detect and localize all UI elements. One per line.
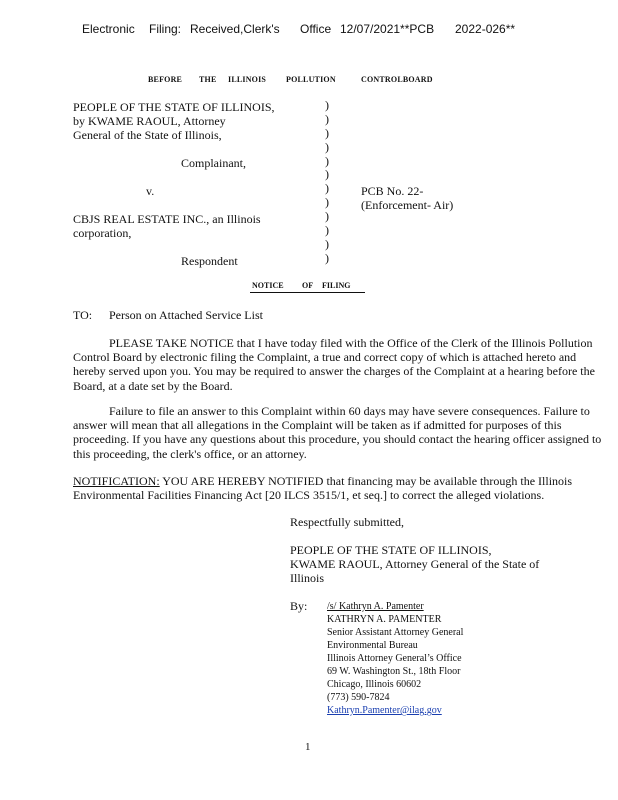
- header-case-code: 2022-026**: [455, 22, 516, 36]
- board-pollution: POLLUTION: [286, 75, 336, 84]
- caption-paren: ): [325, 125, 329, 140]
- defendant-line-1: CBJS REAL ESTATE INC., an Illinois: [73, 212, 261, 226]
- attorney-title: Senior Assistant Attorney General: [327, 627, 464, 638]
- header-filing: Filing:: [149, 22, 182, 36]
- caption-paren: ): [325, 223, 329, 238]
- address-line-2: Chicago, Illinois 60602: [327, 679, 422, 690]
- notification-label: NOTIFICATION:: [73, 474, 160, 488]
- board-illinois: ILLINOIS: [228, 75, 267, 84]
- address-line-1: 69 W. Washington St., 18th Floor: [327, 666, 461, 677]
- header-received: Received,Clerk's: [190, 22, 280, 36]
- email-link[interactable]: Kathryn.Pamenter@ilag.gov: [327, 705, 442, 716]
- electronic-signature: /s/ Kathryn A. Pamenter: [327, 601, 424, 612]
- caption-paren: ): [325, 250, 329, 265]
- people-line-2: KWAME RAOUL, Attorney General of the State of: [290, 557, 540, 571]
- board-before: BEFORE: [148, 75, 183, 84]
- caption-paren: ): [325, 98, 329, 112]
- people-line-1: PEOPLE OF THE STATE OF ILLINOIS,: [290, 543, 492, 557]
- failure-paragraph: Failure to file an answer to this Complaint within 60 days may have severe consequences. Failure to answer will mean that all allegations in the Complaint will be taken as if admitted for purposes of this proceeding. If you have any questions about this procedure, you should contact the hearing officer assigned to this proceeding, the clerk's office, or an attorney.: [73, 404, 602, 461]
- office-name: Illinois Attorney General’s Office: [327, 653, 462, 664]
- complainant-label: Complainant,: [181, 156, 246, 170]
- by-label: By:: [290, 599, 308, 613]
- filing-word: FILING: [322, 281, 351, 290]
- notice-paragraph: PLEASE TAKE NOTICE that I have today filed with the Office of the Clerk of the Illinois Pollution Control Board by electronic filing the Complaint, a true and correct copy of which is attached hereto and hereby served upon you. You may be required to answer the charges of the Complaint at a hearing before the Board, at a date set by the Board.: [73, 336, 595, 393]
- to-text: Person on Attached Service List: [109, 308, 263, 322]
- respondent-label: Respondent: [181, 254, 238, 268]
- respectfully-submitted: Respectfully submitted,: [290, 515, 404, 529]
- phone-number: (773) 590-7824: [327, 692, 390, 703]
- caption-parentheses: [325, 99, 329, 266]
- page-number: 1: [305, 741, 311, 753]
- notice-word: NOTICE: [252, 281, 284, 290]
- caption-paren: ): [325, 167, 329, 182]
- header-electronic: Electronic: [82, 22, 135, 36]
- caption-paren: ): [325, 153, 329, 168]
- plaintiff-line-3: General of the State of Illinois,: [73, 128, 222, 142]
- defendant-line-2: corporation,: [73, 226, 132, 240]
- people-line-3: Illinois: [290, 571, 325, 585]
- attorney-name: KATHRYN A. PAMENTER: [327, 614, 442, 625]
- board-the: THE: [199, 75, 217, 84]
- caption-paren: ): [325, 139, 329, 154]
- caption-paren: ): [325, 209, 329, 224]
- bureau-name: Environmental Bureau: [327, 640, 418, 651]
- caption-paren: ): [325, 236, 329, 251]
- notification-paragraph: [73, 474, 603, 502]
- pcb-number: PCB No. 22-: [361, 184, 424, 198]
- of-word: OF: [302, 281, 314, 290]
- pcb-type: (Enforcement- Air): [361, 198, 454, 212]
- notification-text: YOU ARE HEREBY NOTIFIED that financing may be available through the Illinois Environmental Facilities Financing Act [20 ILCS 3515/1, et seq.] to correct the alleged violations.: [73, 474, 573, 503]
- header-date-code: 12/07/2021**PCB: [340, 22, 435, 36]
- to-label: TO:: [73, 308, 93, 322]
- board-control-board: CONTROLBOARD: [361, 75, 433, 84]
- versus-label: v.: [146, 184, 155, 198]
- plaintiff-line-1: PEOPLE OF THE STATE OF ILLINOIS,: [73, 100, 275, 114]
- title-underline: [250, 292, 365, 293]
- caption-paren: ): [325, 181, 329, 196]
- header-office: Office: [300, 22, 332, 36]
- plaintiff-line-2: by KWAME RAOUL, Attorney: [73, 114, 226, 128]
- caption-paren: ): [325, 111, 329, 126]
- caption-paren: ): [325, 195, 329, 210]
